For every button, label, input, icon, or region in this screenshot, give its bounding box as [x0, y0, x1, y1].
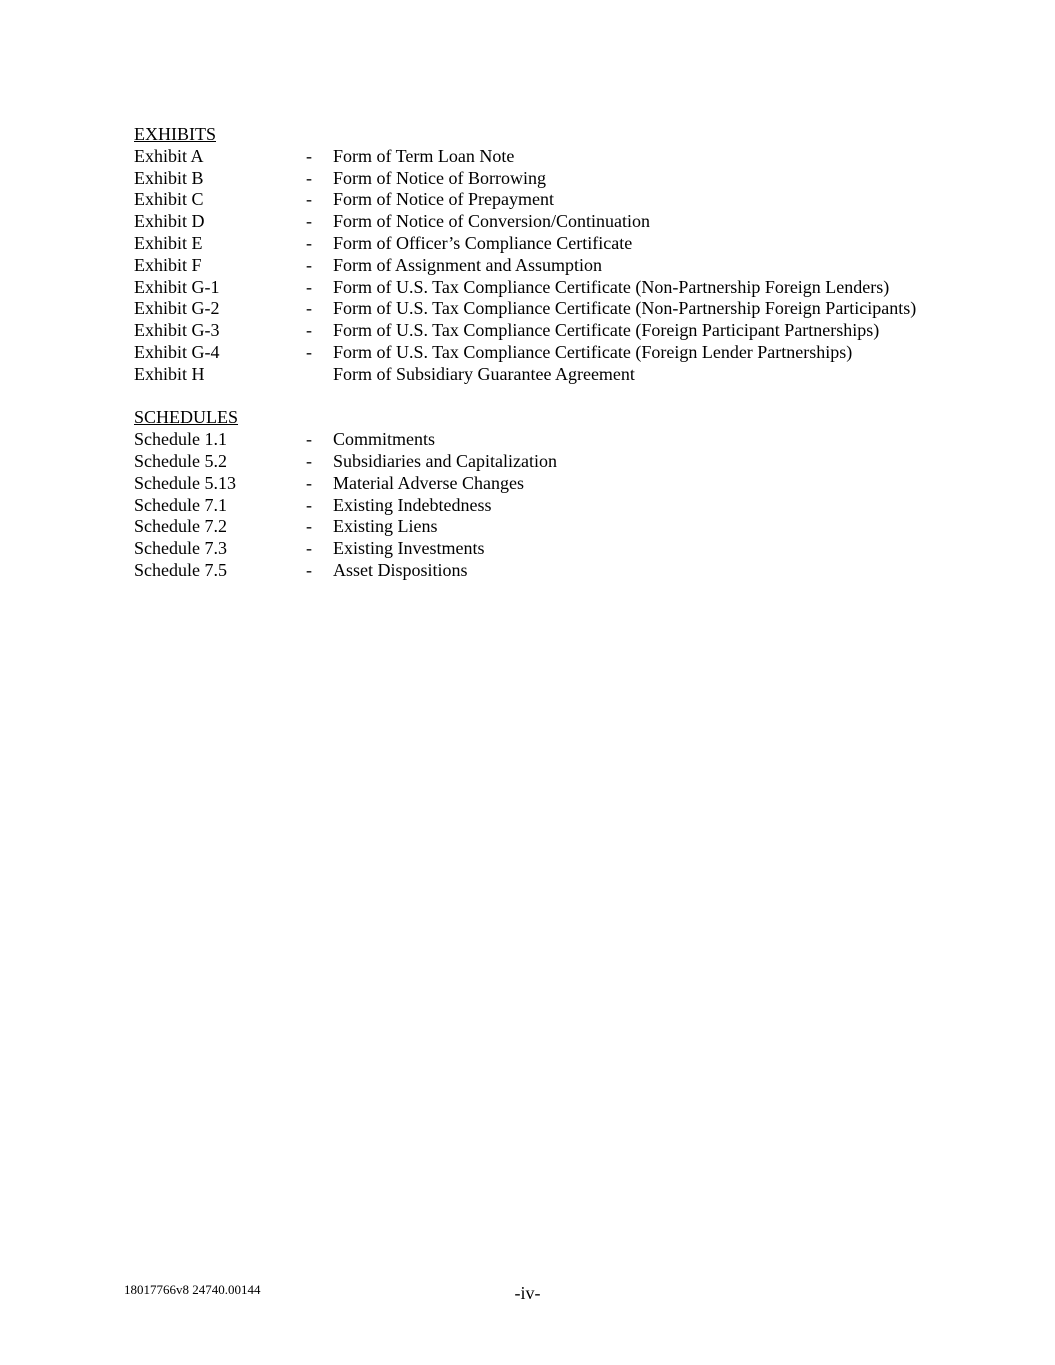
exhibit-description: Form of Notice of Conversion/Continuation — [333, 211, 650, 232]
exhibit-description: Form of U.S. Tax Compliance Certificate (Non-Partnership Foreign Lenders) — [333, 276, 890, 297]
exhibit-row — [134, 255, 934, 277]
schedule-row — [134, 560, 934, 582]
schedule-description: Material Adverse Changes — [333, 472, 524, 493]
exhibit-label: Exhibit C — [134, 189, 204, 210]
exhibit-label: Exhibit G-2 — [134, 298, 220, 319]
schedule-label: Schedule 5.13 — [134, 472, 236, 493]
exhibit-label: Exhibit F — [134, 254, 202, 275]
schedule-row — [134, 451, 934, 473]
schedule-description: Subsidiaries and Capitalization — [333, 450, 557, 471]
schedule-row — [134, 516, 934, 538]
dash-separator: - — [306, 429, 312, 450]
schedule-description: Asset Dispositions — [333, 559, 468, 580]
exhibit-label: Exhibit D — [134, 211, 205, 232]
exhibit-row — [134, 168, 934, 190]
dash-separator: - — [306, 341, 312, 362]
dash-separator: - — [306, 450, 312, 471]
exhibit-row — [134, 233, 934, 255]
dash-separator: - — [306, 494, 312, 515]
exhibit-row — [134, 146, 934, 168]
schedule-label: Schedule 7.5 — [134, 559, 227, 580]
exhibit-description: Form of Term Loan Note — [333, 145, 515, 166]
document-id: 18017766v8 24740.00144 — [124, 1282, 261, 1297]
dash-separator: - — [306, 167, 312, 188]
exhibit-row — [134, 277, 934, 299]
schedule-description: Existing Investments — [333, 538, 485, 559]
schedule-description: Commitments — [333, 429, 436, 450]
exhibit-description: Form of Officer’s Compliance Certificate — [333, 232, 633, 253]
dash-separator: - — [306, 189, 312, 210]
dash-separator: - — [306, 559, 312, 580]
exhibit-description: Form of Notice of Borrowing — [333, 167, 546, 188]
exhibit-description: Form of Notice of Prepayment — [333, 189, 554, 210]
schedule-row — [134, 473, 934, 495]
schedules-heading: SCHEDULES — [134, 407, 239, 428]
schedule-description: Existing Liens — [333, 516, 438, 537]
dash-separator: - — [306, 276, 312, 297]
exhibit-description: Form of U.S. Tax Compliance Certificate (Foreign Participant Partnerships) — [333, 320, 880, 341]
section-spacer — [134, 386, 934, 408]
schedule-row — [134, 538, 934, 560]
exhibit-row — [134, 189, 934, 211]
schedule-label: Schedule 7.1 — [134, 494, 227, 515]
exhibit-description: Form of U.S. Tax Compliance Certificate (Non-Partnership Foreign Participants) — [333, 298, 917, 319]
exhibit-label: Exhibit G-1 — [134, 276, 220, 297]
page-number: -iv- — [514, 1283, 541, 1303]
exhibit-label: Exhibit E — [134, 232, 203, 253]
dash-separator: - — [306, 472, 312, 493]
exhibit-description: Form of U.S. Tax Compliance Certificate (Foreign Lender Partnerships) — [333, 341, 853, 362]
exhibit-label: Exhibit G-4 — [134, 341, 220, 362]
dash-separator: - — [306, 145, 312, 166]
exhibits-heading: EXHIBITS — [134, 124, 216, 144]
dash-separator: - — [306, 211, 312, 232]
exhibit-row — [134, 211, 934, 233]
dash-separator: - — [306, 538, 312, 559]
exhibit-row — [134, 342, 934, 364]
exhibit-label: Exhibit A — [134, 145, 204, 166]
exhibit-row — [134, 364, 934, 386]
dash-separator: - — [306, 298, 312, 319]
exhibit-description: Form of Assignment and Assumption — [333, 254, 603, 275]
document-body — [134, 124, 934, 582]
schedule-label: Schedule 1.1 — [134, 429, 227, 450]
exhibit-row — [134, 320, 934, 342]
dash-separator: - — [306, 516, 312, 537]
exhibit-row — [134, 298, 934, 320]
dash-separator: - — [306, 320, 312, 341]
exhibit-description: Form of Subsidiary Guarantee Agreement — [333, 363, 635, 384]
dash-separator: - — [306, 254, 312, 275]
schedule-row — [134, 495, 934, 517]
exhibit-label: Exhibit H — [134, 363, 205, 384]
schedule-description: Existing Indebtedness — [333, 494, 492, 515]
schedule-row — [134, 429, 934, 451]
schedule-label: Schedule 7.3 — [134, 538, 227, 559]
exhibit-label: Exhibit G-3 — [134, 320, 220, 341]
exhibit-label: Exhibit B — [134, 167, 204, 188]
schedule-label: Schedule 5.2 — [134, 450, 227, 471]
dash-separator — [306, 364, 333, 386]
schedule-label: Schedule 7.2 — [134, 516, 227, 537]
dash-separator: - — [306, 232, 312, 253]
